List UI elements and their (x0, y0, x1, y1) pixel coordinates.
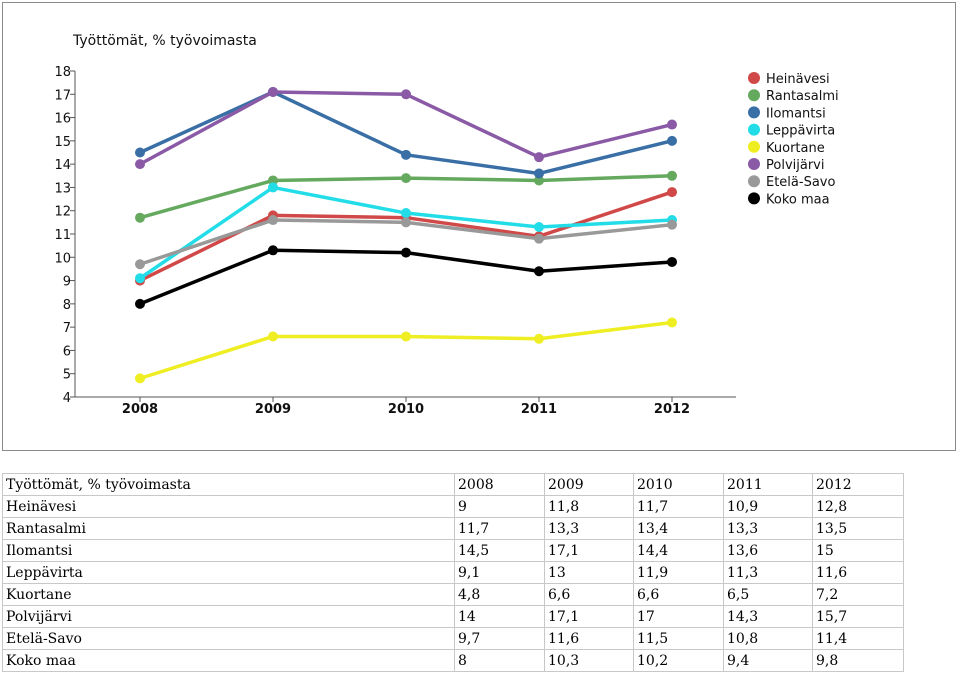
data-point (534, 168, 544, 178)
value-cell: 6,5 (724, 584, 813, 606)
data-point (268, 245, 278, 255)
data-point (135, 159, 145, 169)
y-tick-label: 12 (54, 204, 71, 220)
value-cell: 11,3 (724, 562, 813, 584)
data-point (667, 120, 677, 130)
row-label-cell: Leppävirta (3, 562, 455, 584)
series-line (140, 92, 672, 173)
series-line (140, 250, 672, 304)
value-cell: 13,5 (813, 518, 904, 540)
data-point (667, 136, 677, 146)
data-point (534, 222, 544, 232)
value-cell: 11,9 (634, 562, 724, 584)
y-axis-ticks (54, 65, 75, 406)
value-cell: 9 (455, 496, 545, 518)
chart-title: Työttömät, % työvoimasta (73, 33, 257, 49)
value-cell: 14,4 (634, 540, 724, 562)
y-tick-label: 4 (62, 391, 71, 406)
legend-label: Rantasalmi (766, 89, 839, 105)
legend-label: Heinävesi (766, 72, 830, 87)
value-cell: 2011 (724, 474, 813, 496)
row-label-cell: Rantasalmi (3, 518, 455, 540)
value-cell: 17 (634, 606, 724, 628)
y-tick-label: 8 (62, 297, 71, 313)
data-point (534, 334, 544, 344)
data-point (135, 299, 145, 309)
table-row (3, 540, 904, 562)
table-row (3, 628, 904, 650)
table-header-row (3, 474, 904, 496)
data-point (135, 213, 145, 223)
value-cell: 9,4 (724, 650, 813, 672)
data-point (401, 331, 411, 341)
table-row (3, 650, 904, 672)
data-point (667, 187, 677, 197)
value-cell: 11,4 (813, 628, 904, 650)
y-tick-label: 14 (54, 158, 71, 174)
value-cell: 15,7 (813, 606, 904, 628)
value-cell: 17,1 (545, 606, 634, 628)
legend-marker (748, 106, 760, 118)
legend-label: Polvijärvi (766, 158, 825, 173)
table-row (3, 496, 904, 518)
y-tick-label: 18 (54, 65, 71, 80)
x-tick-label: 2008 (121, 402, 159, 417)
data-point (401, 173, 411, 183)
table-row (3, 562, 904, 584)
y-tick-label: 5 (62, 367, 71, 383)
series-7 (135, 245, 677, 309)
y-tick-label: 16 (54, 111, 71, 127)
data-point (534, 266, 544, 276)
value-cell: 13,3 (724, 518, 813, 540)
value-cell: 10,2 (634, 650, 724, 672)
data-point (135, 259, 145, 269)
x-axis-ticks (122, 397, 690, 417)
value-cell: 11,5 (634, 628, 724, 650)
y-tick-label: 15 (54, 134, 71, 150)
value-cell: 11,7 (634, 496, 724, 518)
value-cell: 4,8 (455, 584, 545, 606)
legend-label: Ilomantsi (766, 106, 826, 122)
line-chart (3, 3, 955, 450)
value-cell: 6,6 (634, 584, 724, 606)
value-cell: 2010 (634, 474, 724, 496)
legend-marker (748, 89, 760, 101)
value-cell: 17,1 (545, 540, 634, 562)
value-cell: 7,2 (813, 584, 904, 606)
value-cell: 13 (545, 562, 634, 584)
data-point (534, 152, 544, 162)
data-point (667, 317, 677, 327)
value-cell: 6,6 (545, 584, 634, 606)
row-label-cell: Ilomantsi (3, 540, 455, 562)
y-tick-label: 9 (62, 274, 71, 290)
data-point (135, 148, 145, 158)
value-cell: 10,3 (545, 650, 634, 672)
data-point (401, 217, 411, 227)
row-label-cell: Koko maa (3, 650, 455, 672)
legend-marker (748, 192, 760, 204)
data-point (667, 257, 677, 267)
value-cell: 14,5 (455, 540, 545, 562)
legend-marker (748, 175, 760, 187)
series-0 (135, 187, 677, 285)
data-point (667, 171, 677, 181)
legend-marker (748, 141, 760, 153)
data-table (2, 473, 904, 672)
value-cell: 9,7 (455, 628, 545, 650)
legend-marker (748, 124, 760, 136)
data-point (268, 215, 278, 225)
value-cell: 12,8 (813, 496, 904, 518)
table-row (3, 606, 904, 628)
x-tick-label: 2011 (520, 402, 558, 417)
row-label-cell: Polvijärvi (3, 606, 455, 628)
data-point (268, 331, 278, 341)
y-tick-label: 17 (54, 88, 71, 104)
value-cell: 10,8 (724, 628, 813, 650)
data-point (268, 182, 278, 192)
x-tick-label: 2009 (254, 402, 292, 417)
value-cell: 13,6 (724, 540, 813, 562)
chart-panel (2, 2, 956, 451)
data-point (667, 220, 677, 230)
value-cell: 2012 (813, 474, 904, 496)
x-tick-label: 2010 (387, 402, 425, 417)
value-cell: 2008 (455, 474, 545, 496)
series-lines (135, 87, 677, 383)
data-point (401, 208, 411, 218)
value-cell: 11,7 (455, 518, 545, 540)
data-point (135, 273, 145, 283)
row-label-cell: Kuortane (3, 584, 455, 606)
data-point (401, 89, 411, 99)
y-tick-label: 10 (54, 251, 71, 267)
legend-label: Kuortane (766, 140, 825, 156)
legend-marker (748, 72, 760, 84)
y-tick-label: 7 (62, 321, 71, 337)
value-cell: 2009 (545, 474, 634, 496)
legend-marker (748, 158, 760, 170)
x-tick-label: 2012 (653, 402, 691, 417)
row-label-cell: Heinävesi (3, 496, 455, 518)
series-4 (135, 317, 677, 383)
data-point (534, 234, 544, 244)
series-line (140, 322, 672, 378)
value-cell: 13,4 (634, 518, 724, 540)
data-point (401, 150, 411, 160)
value-cell: 9,1 (455, 562, 545, 584)
data-point (401, 248, 411, 258)
value-cell: 11,6 (545, 628, 634, 650)
legend (748, 72, 839, 207)
data-point (135, 373, 145, 383)
value-cell: 9,8 (813, 650, 904, 672)
value-cell: 8 (455, 650, 545, 672)
value-cell: 11,6 (813, 562, 904, 584)
value-cell: 11,8 (545, 496, 634, 518)
legend-label: Koko maa (766, 192, 830, 208)
value-cell: 15 (813, 540, 904, 562)
row-label-cell: Etelä-Savo (3, 628, 455, 650)
data-point (268, 87, 278, 97)
value-cell: 13,3 (545, 518, 634, 540)
row-label-cell: Työttömät, % työvoimasta (3, 474, 455, 496)
table-row (3, 584, 904, 606)
legend-label: Leppävirta (766, 123, 836, 139)
value-cell: 10,9 (724, 496, 813, 518)
y-tick-label: 11 (54, 228, 71, 243)
y-tick-label: 6 (62, 344, 71, 360)
legend-label: Etelä-Savo (766, 175, 836, 191)
table-row (3, 518, 904, 540)
value-cell: 14 (455, 606, 545, 628)
y-tick-label: 13 (54, 181, 71, 197)
value-cell: 14,3 (724, 606, 813, 628)
series-2 (135, 87, 677, 178)
